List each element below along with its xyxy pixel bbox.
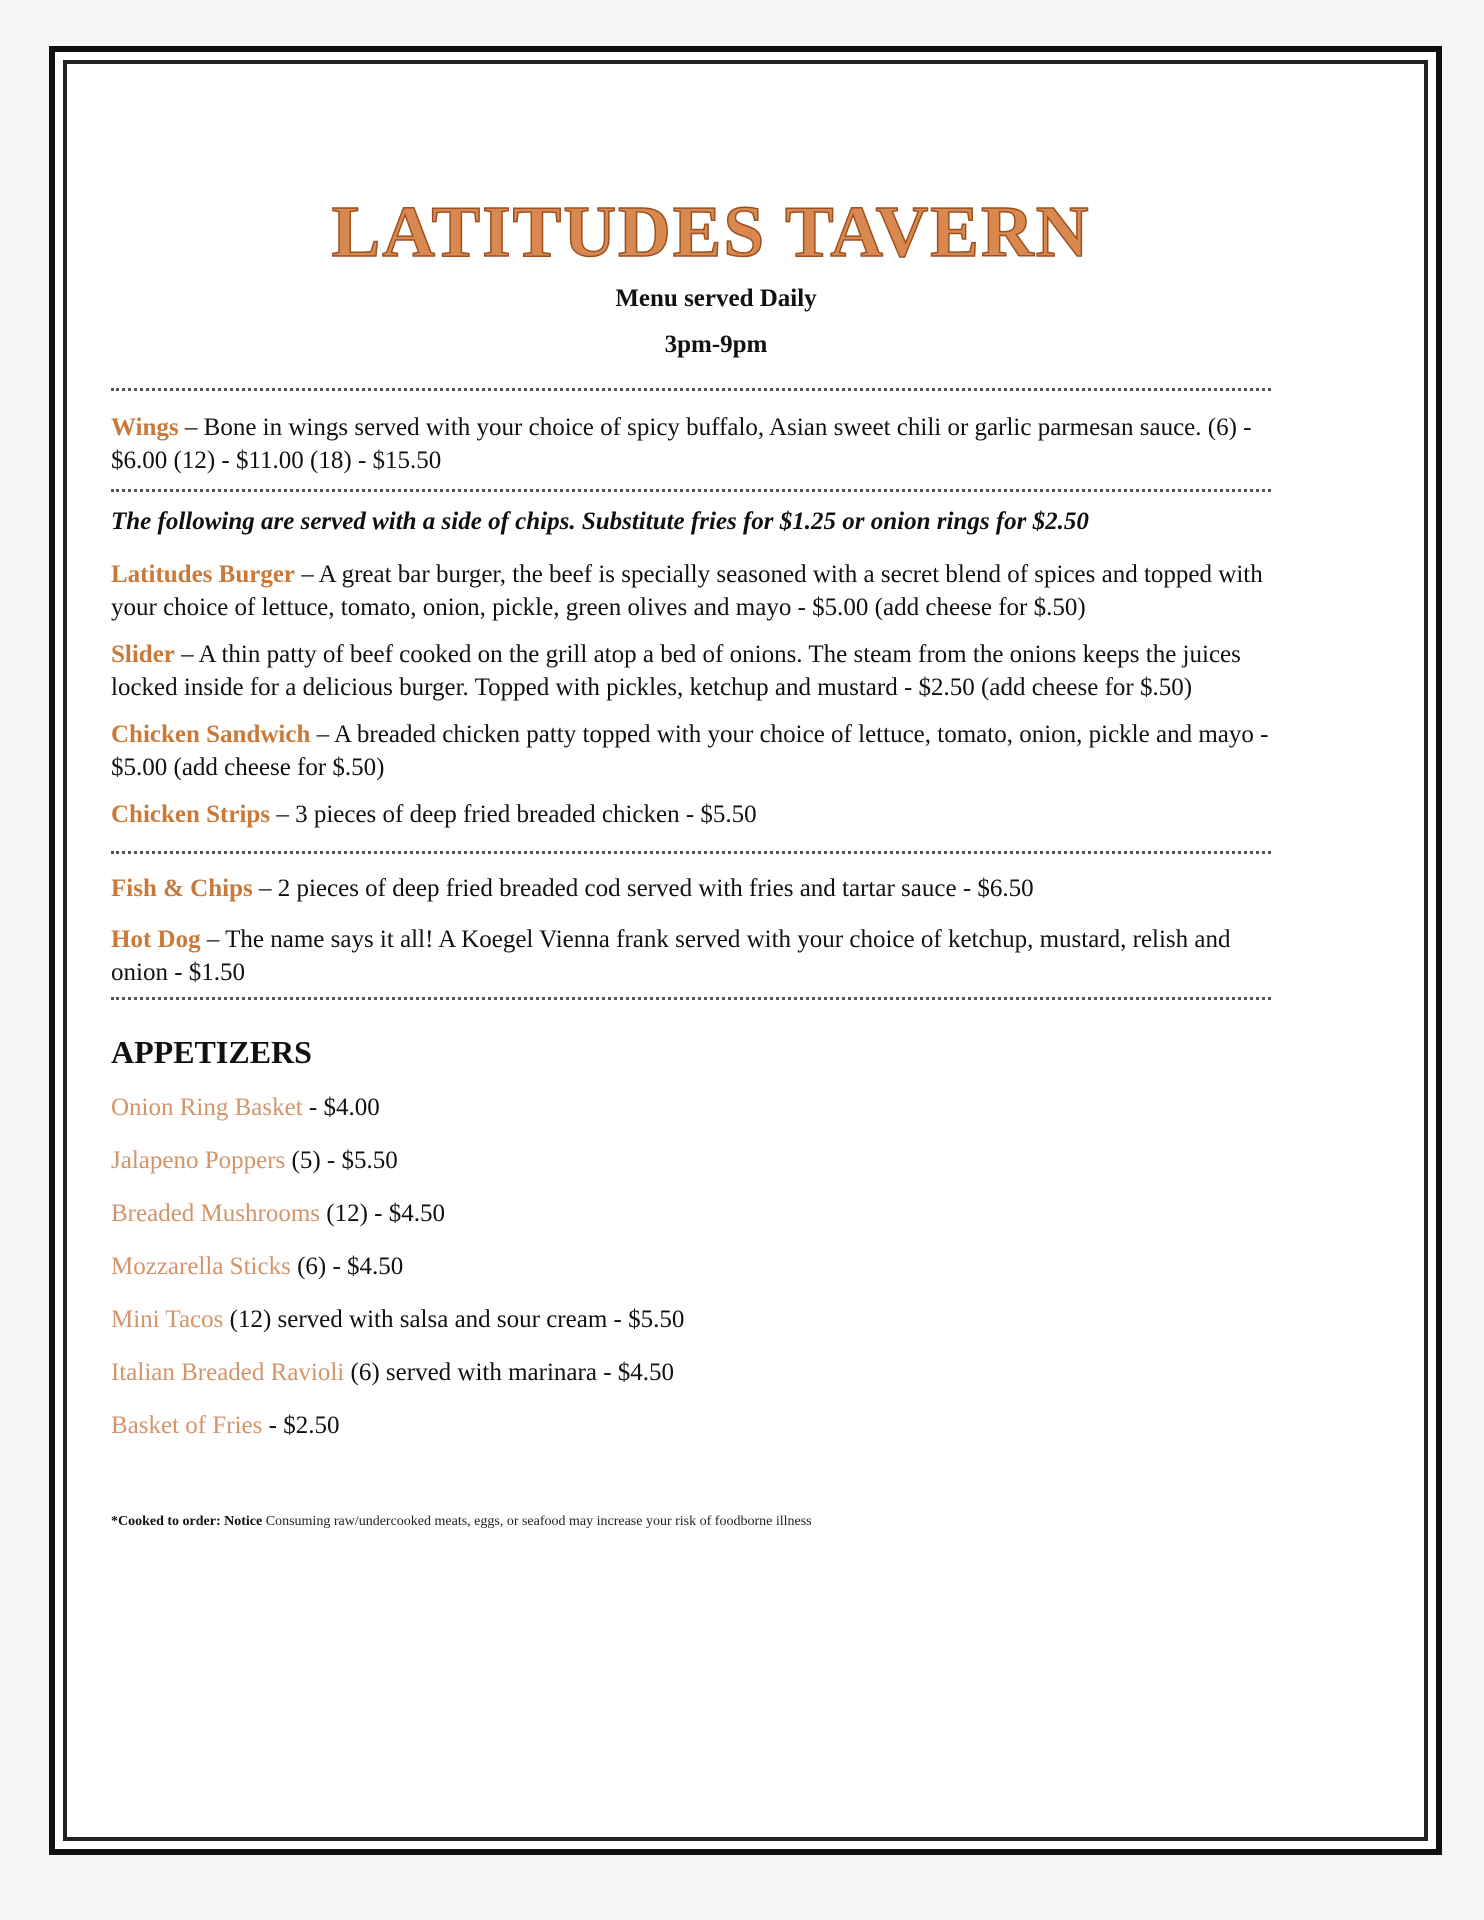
menu-item <box>111 638 1271 704</box>
notice-label: *Cooked to order: Notice <box>111 1514 263 1529</box>
item-description: – A breaded chicken patty topped with your choice of lettuce, tomato, onion, pickle and mayo - $5.00 (add cheese for $.50) <box>111 721 1269 781</box>
menu-subtitle: Menu served Daily <box>615 285 817 312</box>
appetizer-detail: (12) - $4.50 <box>320 1200 445 1227</box>
menu-item <box>111 872 1271 905</box>
menu-item <box>111 718 1271 784</box>
menu-content <box>111 140 1321 1530</box>
item-name: Slider <box>111 641 175 668</box>
item-description: – The name says it all! A Koegel Vienna frank served with your choice of ketchup, mustard, relish and onion - $1.50 <box>111 926 1231 986</box>
appetizer-name: Basket of Fries <box>111 1412 263 1439</box>
menu-hours: 3pm-9pm <box>664 331 768 358</box>
item-description: – 3 pieces of deep fried breaded chicken - $5.50 <box>270 801 757 828</box>
appetizer-item <box>111 1304 1321 1336</box>
item-name: Chicken Sandwich <box>111 721 311 748</box>
appetizer-detail: (6) served with marinara - $4.50 <box>344 1359 675 1386</box>
dotted-divider <box>111 388 1271 391</box>
item-name: Hot Dog <box>111 926 201 953</box>
item-name: Latitudes Burger <box>111 561 296 588</box>
appetizer-item <box>111 1145 1321 1177</box>
appetizer-name: Italian Breaded Ravioli <box>111 1359 345 1386</box>
item-description: – 2 pieces of deep fried breaded cod served with fries and tartar sauce - $6.50 <box>252 875 1034 902</box>
appetizer-item <box>111 1410 1321 1442</box>
item-description: – A thin patty of beef cooked on the grill atop a bed of onions. The steam from the onions keeps the juices locked inside for a delicious burger. Topped with pickles, ketchup and mustard - $2.50 (add cheese for $.50) <box>111 641 1241 701</box>
appetizer-detail: - $2.50 <box>262 1412 340 1439</box>
notice-text: Consuming raw/undercooked meats, eggs, or seafood may increase your risk of foodborne illness <box>262 1514 812 1529</box>
restaurant-title: LATITUDES TAVERN <box>331 191 1091 272</box>
appetizer-item <box>111 1092 1321 1124</box>
appetizer-name: Mozzarella Sticks <box>111 1253 291 1280</box>
menu-item <box>111 558 1271 624</box>
appetizer-item <box>111 1251 1321 1283</box>
dotted-divider <box>111 997 1271 1000</box>
dotted-divider <box>111 489 1271 492</box>
menu-item <box>111 923 1271 989</box>
menu-item <box>111 798 1271 831</box>
item-name: Chicken Strips <box>111 801 271 828</box>
appetizer-item <box>111 1357 1321 1389</box>
appetizer-item <box>111 1198 1321 1230</box>
appetizer-name: Mini Tacos <box>111 1306 224 1333</box>
appetizers-heading: APPETIZERS <box>111 1034 312 1070</box>
item-description: – Bone in wings served with your choice of spicy buffalo, Asian sweet chili or garlic parmesan sauce. (6) - $6.00 (12) - $11.00 (18) - $15.50 <box>111 414 1252 474</box>
appetizer-name: Breaded Mushrooms <box>111 1200 320 1227</box>
appetizer-detail: (12) served with salsa and sour cream - $5.50 <box>223 1306 685 1333</box>
item-name: Wings <box>111 414 179 441</box>
food-safety-notice <box>111 1514 1321 1530</box>
appetizer-name: Jalapeno Poppers <box>111 1147 286 1174</box>
appetizer-name: Onion Ring Basket <box>111 1094 303 1121</box>
appetizer-detail: (6) - $4.50 <box>290 1253 404 1280</box>
appetizer-detail: - $4.00 <box>302 1094 380 1121</box>
sides-note: The following are served with a side of chips. Substitute fries for $1.25 or onion rings for $2.50 <box>111 508 1089 535</box>
dotted-divider <box>111 851 1271 854</box>
appetizer-detail: (5) - $5.50 <box>285 1147 398 1174</box>
menu-item-wings <box>111 411 1271 477</box>
item-name: Fish & Chips <box>111 875 253 902</box>
item-description: – A great bar burger, the beef is specially seasoned with a secret blend of spices and topped with your choice of lettuce, tomato, onion, pickle, green olives and mayo - $5.00 (add cheese for $.50) <box>111 561 1263 621</box>
